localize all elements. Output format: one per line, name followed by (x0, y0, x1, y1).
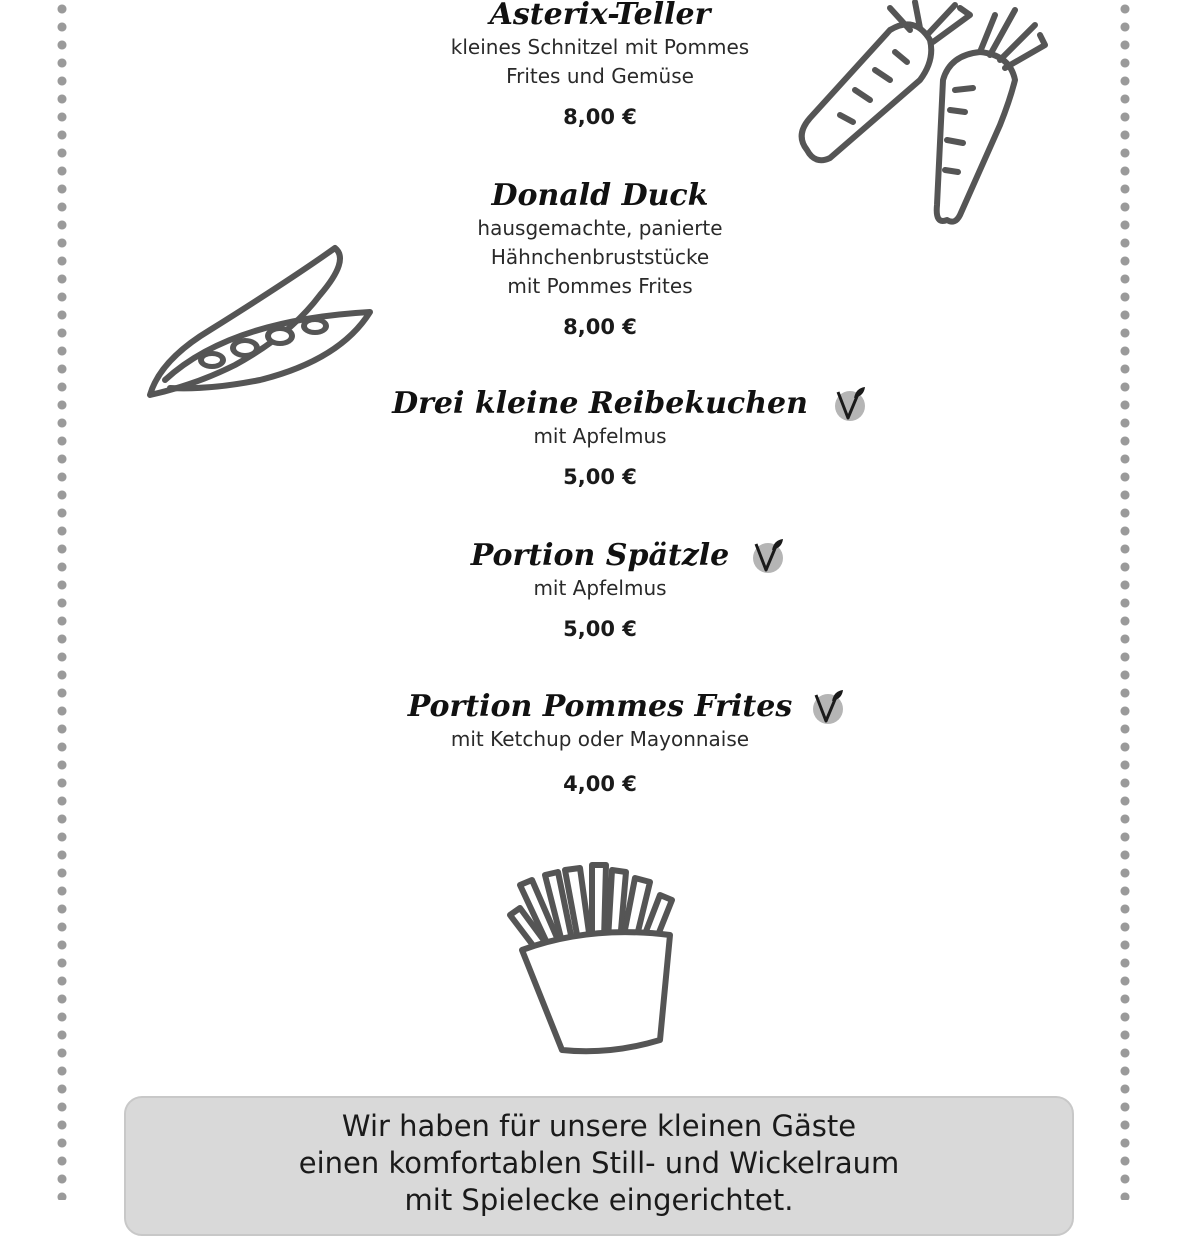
menu-item-pommes-frites (0, 689, 1200, 796)
menu-item-title: Donald Duck (491, 178, 709, 213)
menu-item-spaetzle (0, 538, 1200, 641)
menu-item-description-line: hausgemachte, panierte (477, 216, 723, 240)
vegetarian-v-leaf-icon (810, 689, 844, 725)
french-fries-illustration (500, 860, 680, 1060)
menu-item-title-text: Portion Pommes Frites (407, 689, 793, 724)
menu-item-description-line: mit Ketchup oder Mayonnaise (450, 727, 750, 751)
menu-item-description-line: mit Pommes Frites (507, 274, 693, 298)
menu-item-title (392, 386, 808, 422)
menu-item-title-text: Drei kleine Reibekuchen (392, 386, 808, 421)
menu-item-title (471, 538, 730, 574)
vegetarian-v-leaf-icon (750, 538, 784, 574)
menu-item-price: 4,00 € (563, 772, 637, 796)
vegetarian-v-leaf-icon (832, 386, 866, 422)
menu-item-title-text: Portion Spätzle (470, 538, 730, 573)
peapod-illustration (140, 240, 380, 405)
info-box-line: Wir haben für unsere kleinen Gäste (341, 1109, 857, 1143)
menu-item-price: 8,00 € (563, 105, 637, 129)
menu-item-description-line: mit Apfelmus (533, 424, 667, 448)
menu-item-title (408, 689, 793, 725)
menu-item-price: 5,00 € (563, 617, 637, 641)
info-box-line: mit Spielecke eingerichtet. (404, 1183, 794, 1217)
menu-item-price: 8,00 € (563, 315, 637, 339)
menu-item-description-line: mit Apfelmus (533, 576, 667, 600)
carrots-illustration (795, 0, 1055, 235)
menu-item-description-line: Hähnchenbruststücke (490, 245, 710, 269)
menu-item-description-line: kleines Schnitzel mit Pommes (450, 35, 750, 59)
menu-item-description-line: Frites und Gemüse (506, 64, 694, 88)
info-box-nursing-room (124, 1096, 1074, 1236)
menu-item-title: Asterix-Teller (489, 0, 711, 32)
info-box-line: einen komfortablen Still- und Wickelraum (298, 1146, 900, 1180)
menu-item-price: 5,00 € (563, 465, 637, 489)
